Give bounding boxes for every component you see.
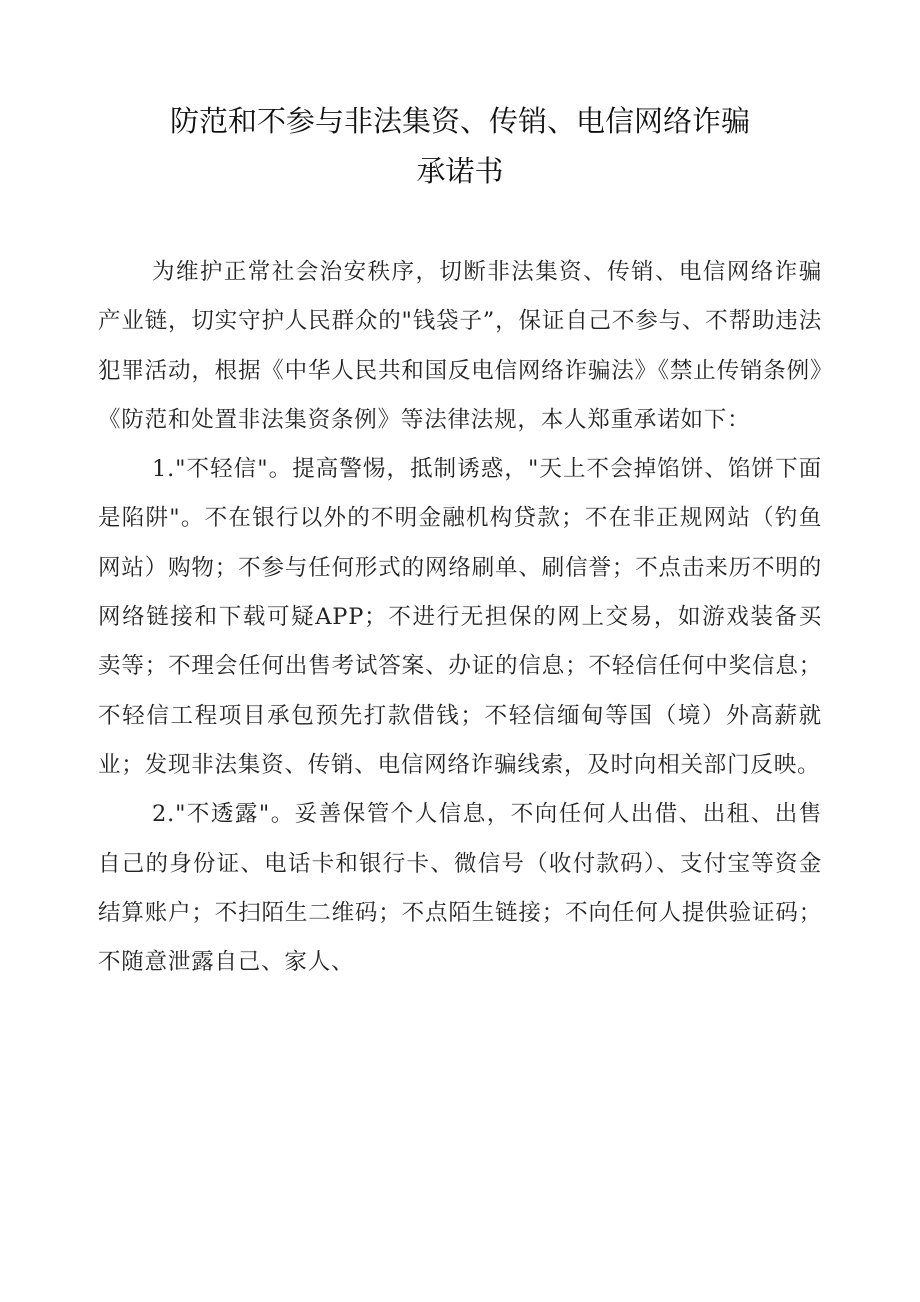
document-title [98, 96, 822, 196]
paragraph-item-1: 1."不轻信"。提高警惕，抵制诱惑，"天上不会掉馅饼、馅饼下面是陷阱"。不在银行以外的不明金融机构贷款；不在非正规网站（钓鱼网站）购物；不参与任何形式的网络刷单、刷信誉；不点击来历不明的网络链接和下载可疑APP；不进行无担保的网上交易，如游戏装备买卖等；不理会任何出售考试答案、办证的信息；不轻信任何中奖信息；不轻信工程项目承包预先打款借钱；不轻信缅甸等国（境）外高薪就业；发现非法集资、传销、电信网络诈骗线索，及时向相关部门反映。 [98, 456, 822, 778]
paragraph-intro: 为维护正常社会治安秩序，切断非法集资、传销、电信网络诈骗产业链，切实守护人民群众的"钱袋子”，保证自己不参与、不帮助违法犯罪活动，根据《中华人民共和国反电信网络诈骗法》《禁止传销条例》《防范和处置非法集资条例》等法律法规，本人郑重承诺如下： [98, 259, 822, 433]
document-body [98, 248, 822, 987]
title-line-1: 防范和不参与非法集资、传销、电信网络诈骗 [169, 104, 750, 138]
title-line-2: 承诺书 [416, 154, 504, 188]
paragraph-item-2: 2."不透露"。妥善保管个人信息，不向任何人出借、出租、出售自己的身份证、电话卡和银行卡、微信号（收付款码）、支付宝等资金结算账户；不扫陌生二维码；不点陌生链接；不向任何人提供验证码；不随意泄露自己、家人、 [98, 801, 822, 976]
